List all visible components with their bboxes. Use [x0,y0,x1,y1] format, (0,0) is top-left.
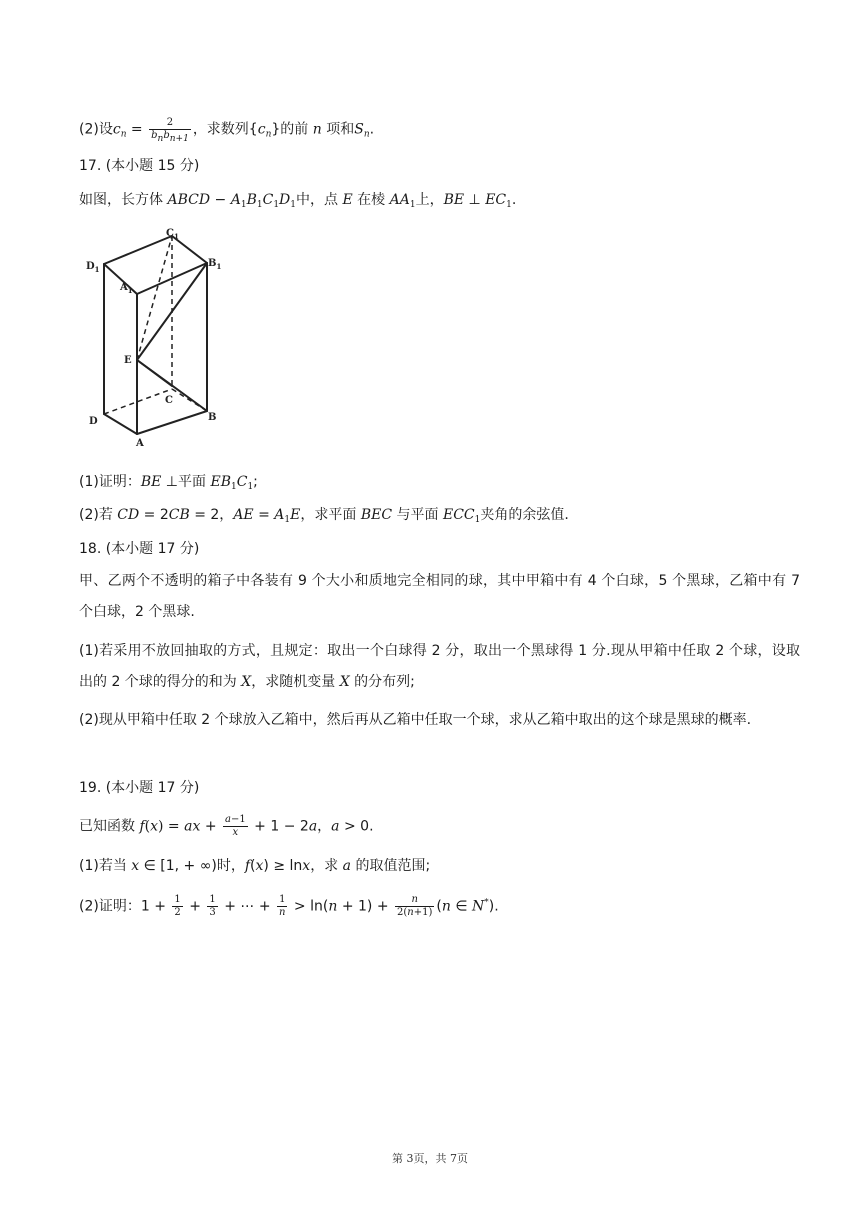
label-d: D [89,416,98,427]
segment-e-c [137,360,172,386]
label-c1: $C_1$ [166,228,179,241]
label-e: E [124,355,132,366]
edge-a-b [137,411,207,434]
edge-d1-c1 [104,236,172,264]
q17-part2: (2)若 CD = 2CB = 2，AE = $A_1E$，求平面 BEC 与平面 $ECC_1$夹角的余弦值. [79,507,569,525]
q19-stem: 已知函数 f(x) = ax + $\frac{a-1}{x}$ + 1 − 2a，a > 0. [79,814,374,838]
label-b: B [208,412,217,423]
q17-part1: (1)证明：BE ⊥平面 $EB_1C_1$; [79,474,258,492]
q18-stem: 甲、乙两个不透明的箱子中各装有 9 个大小和质地完全相同的球，其中甲箱中有 4 个白球，5 个黑球，乙箱中有 7 个白球，2 个黑球. [79,573,800,620]
q18-header: 18. (本小题 17 分) [79,541,200,557]
q16-part2: (2)设$c_n$ = $\frac{2}{b_nb_{n+1}}$ ，求数列$\{c_n\}$的前 n 项和$S_n$. [79,117,375,144]
cuboid-figure [80,226,230,456]
q18-part2: (2)现从甲箱中任取 2 个球放入乙箱中，然后再从乙箱中任取一个球，求从乙箱中取出的这个球是黑球的概率. [79,712,752,728]
q17-header: 17. (本小题 15 分) [79,158,200,174]
label-a: A [136,438,144,449]
q19-header: 19. (本小题 17 分) [79,780,200,796]
label-d1: $D_1$ [86,261,100,274]
q19-part2: (2)证明：1 + $\frac{1}{2}$ + $\frac{1}{3}$ + ⋯ + $\frac{1}{n}$ > ln(n + 1) + $\frac{n}{2(n+1)}$ (n ∈ N*). [79,894,499,918]
q17-stem: 如图，长方体 ABCD − $A_1B_1C_1D_1$中，点 E 在棱 $AA_1$上，BE ⊥ $EC_1$. [79,192,517,210]
edge-d-a [104,414,137,434]
label-b1: $B_1$ [208,258,222,271]
label-a1: $A_1$ [120,282,133,295]
q18-part1: (1)若采用不放回抽取的方式，且规定：取出一个白球得 2 分，取出一个黑球得 1 分.现从甲箱中任取 2 个球，设取出的 2 个球的得分的和为 X，求随机变量 X 的分布列; [79,643,800,690]
hidden-segment-e-c1 [137,236,172,360]
q19-part1: (1)若当 x ∈ [1, + ∞)时，f(x) ≥ lnx，求 a 的取值范围; [79,858,431,874]
label-c: C [165,395,173,406]
page-footer: 第 3页，共 7页 [392,1152,468,1165]
